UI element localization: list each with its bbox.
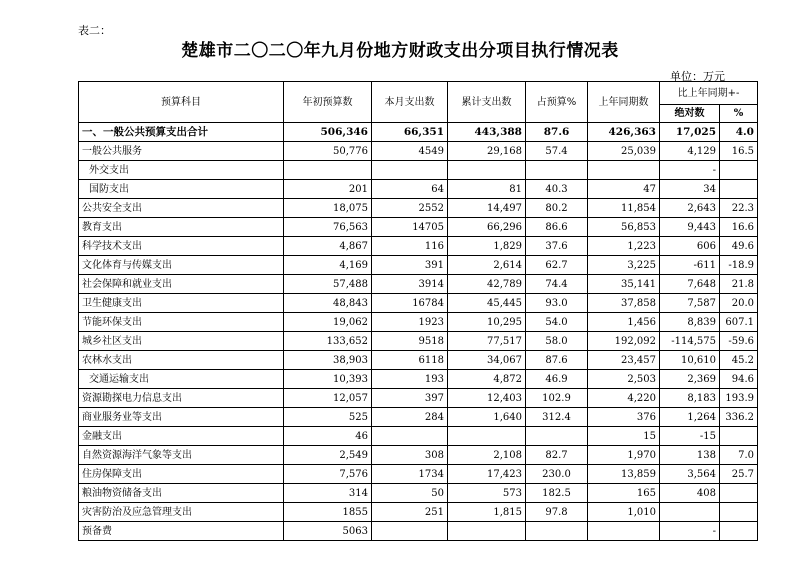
table-row <box>79 522 758 541</box>
cell-month: 14705 <box>372 218 448 237</box>
cell-budget <box>284 161 372 180</box>
cell-month: 308 <box>372 446 448 465</box>
cell-budget: 18,075 <box>284 199 372 218</box>
cell-last-year <box>588 161 660 180</box>
cell-abs: 2,369 <box>660 370 720 389</box>
cell-last-year: 37,858 <box>588 294 660 313</box>
cell-abs: 606 <box>660 237 720 256</box>
cell-budget: 48,843 <box>284 294 372 313</box>
cell-month: 6118 <box>372 351 448 370</box>
cell-pct: 86.6 <box>526 218 588 237</box>
cell-abs: 408 <box>660 484 720 503</box>
cell-abs: -15 <box>660 427 720 446</box>
cell-abs: -611 <box>660 256 720 275</box>
cell-pct: 54.0 <box>526 313 588 332</box>
table-row <box>79 503 758 522</box>
table-row <box>79 218 758 237</box>
cell-pct: 182.5 <box>526 484 588 503</box>
cell-cumulative: 4,872 <box>448 370 526 389</box>
cell-pct2 <box>720 503 758 522</box>
cell-pct: 62.7 <box>526 256 588 275</box>
cell-subject: 一、一般公共预算支出合计 <box>79 123 284 142</box>
table-row <box>79 161 758 180</box>
cell-subject: 外交支出 <box>79 161 284 180</box>
cell-cumulative: 443,388 <box>448 123 526 142</box>
cell-pct: 58.0 <box>526 332 588 351</box>
cell-last-year: 1,010 <box>588 503 660 522</box>
cell-abs: 3,564 <box>660 465 720 484</box>
cell-subject: 住房保障支出 <box>79 465 284 484</box>
cell-abs <box>660 503 720 522</box>
cell-pct2: 49.6 <box>720 237 758 256</box>
cell-cumulative: 2,614 <box>448 256 526 275</box>
cell-last-year: 3,225 <box>588 256 660 275</box>
cell-pct: 312.4 <box>526 408 588 427</box>
cell-pct2: 20.0 <box>720 294 758 313</box>
cell-subject: 教育支出 <box>79 218 284 237</box>
table-row <box>79 180 758 199</box>
cell-cumulative: 14,497 <box>448 199 526 218</box>
cell-pct2: 45.2 <box>720 351 758 370</box>
cell-pct2 <box>720 484 758 503</box>
cell-month: 66,351 <box>372 123 448 142</box>
cell-abs: - <box>660 522 720 541</box>
cell-cumulative: 12,403 <box>448 389 526 408</box>
cell-pct: 74.4 <box>526 275 588 294</box>
cell-last-year: 426,363 <box>588 123 660 142</box>
cell-budget: 314 <box>284 484 372 503</box>
header-budget: 年初预算数 <box>284 82 372 123</box>
cell-cumulative: 1,640 <box>448 408 526 427</box>
cell-pct: 102.9 <box>526 389 588 408</box>
table-row <box>79 332 758 351</box>
cell-budget: 133,652 <box>284 332 372 351</box>
cell-last-year: 13,859 <box>588 465 660 484</box>
cell-last-year: 15 <box>588 427 660 446</box>
cell-budget: 19,062 <box>284 313 372 332</box>
cell-pct <box>526 427 588 446</box>
cell-last-year: 35,141 <box>588 275 660 294</box>
cell-cumulative: 77,517 <box>448 332 526 351</box>
cell-pct: 230.0 <box>526 465 588 484</box>
cell-pct2 <box>720 427 758 446</box>
table-row <box>79 275 758 294</box>
cell-pct: 97.8 <box>526 503 588 522</box>
cell-cumulative: 45,445 <box>448 294 526 313</box>
cell-pct2: -18.9 <box>720 256 758 275</box>
cell-subject: 国防支出 <box>79 180 284 199</box>
cell-pct2: 336.2 <box>720 408 758 427</box>
cell-pct: 87.6 <box>526 351 588 370</box>
table-row <box>79 484 758 503</box>
cell-budget: 4,867 <box>284 237 372 256</box>
cell-budget: 38,903 <box>284 351 372 370</box>
cell-abs: 8,183 <box>660 389 720 408</box>
table-row <box>79 351 758 370</box>
cell-month <box>372 427 448 446</box>
cell-subject: 金融支出 <box>79 427 284 446</box>
cell-last-year: 165 <box>588 484 660 503</box>
cell-pct2: 21.8 <box>720 275 758 294</box>
table-row <box>79 408 758 427</box>
cell-pct2 <box>720 161 758 180</box>
cell-month: 116 <box>372 237 448 256</box>
cell-pct2: 25.7 <box>720 465 758 484</box>
cell-month <box>372 522 448 541</box>
cell-month: 50 <box>372 484 448 503</box>
table-body <box>79 123 758 541</box>
cell-month: 4549 <box>372 142 448 161</box>
cell-month: 193 <box>372 370 448 389</box>
total-row <box>79 123 758 142</box>
header-subject: 预算科目 <box>79 82 284 123</box>
cell-last-year: 56,853 <box>588 218 660 237</box>
cell-last-year: 1,456 <box>588 313 660 332</box>
table-row <box>79 370 758 389</box>
cell-abs: 34 <box>660 180 720 199</box>
cell-month: 16784 <box>372 294 448 313</box>
cell-pct: 37.6 <box>526 237 588 256</box>
cell-budget: 506,346 <box>284 123 372 142</box>
cell-month: 2552 <box>372 199 448 218</box>
cell-abs: - <box>660 161 720 180</box>
expenditure-table <box>78 81 758 541</box>
cell-budget: 57,488 <box>284 275 372 294</box>
cell-last-year: 2,503 <box>588 370 660 389</box>
table-row <box>79 294 758 313</box>
cell-month: 1734 <box>372 465 448 484</box>
cell-subject: 灾害防治及应急管理支出 <box>79 503 284 522</box>
cell-budget: 46 <box>284 427 372 446</box>
cell-pct2 <box>720 180 758 199</box>
table-row <box>79 199 758 218</box>
cell-cumulative: 2,108 <box>448 446 526 465</box>
cell-budget: 50,776 <box>284 142 372 161</box>
cell-subject: 公共安全支出 <box>79 199 284 218</box>
cell-month: 1923 <box>372 313 448 332</box>
cell-pct2: 16.6 <box>720 218 758 237</box>
cell-pct2: 94.6 <box>720 370 758 389</box>
cell-budget: 76,563 <box>284 218 372 237</box>
cell-month: 391 <box>372 256 448 275</box>
cell-month: 3914 <box>372 275 448 294</box>
cell-subject: 一般公共服务 <box>79 142 284 161</box>
cell-pct: 57.4 <box>526 142 588 161</box>
cell-pct: 80.2 <box>526 199 588 218</box>
header-pct: 占预算% <box>526 82 588 123</box>
cell-cumulative: 81 <box>448 180 526 199</box>
cell-pct: 93.0 <box>526 294 588 313</box>
cell-budget: 4,169 <box>284 256 372 275</box>
cell-cumulative: 573 <box>448 484 526 503</box>
cell-abs: 7,587 <box>660 294 720 313</box>
cell-abs: 10,610 <box>660 351 720 370</box>
cell-subject: 文化体育与传媒支出 <box>79 256 284 275</box>
cell-subject: 农林水支出 <box>79 351 284 370</box>
cell-budget: 1855 <box>284 503 372 522</box>
cell-month: 251 <box>372 503 448 522</box>
cell-pct2: 607.1 <box>720 313 758 332</box>
header-month: 本月支出数 <box>372 82 448 123</box>
cell-abs: 7,648 <box>660 275 720 294</box>
page-title: 楚雄市二〇二〇年九月份地方财政支出分项目执行情况表 <box>181 41 619 61</box>
cell-last-year: 4,220 <box>588 389 660 408</box>
table-row <box>79 427 758 446</box>
cell-last-year <box>588 522 660 541</box>
cell-last-year: 47 <box>588 180 660 199</box>
cell-abs: 17,025 <box>660 123 720 142</box>
cell-pct: 87.6 <box>526 123 588 142</box>
cell-budget: 2,549 <box>284 446 372 465</box>
cell-abs: 1,264 <box>660 408 720 427</box>
table-row <box>79 142 758 161</box>
cell-subject: 商业服务业等支出 <box>79 408 284 427</box>
cell-cumulative: 1,815 <box>448 503 526 522</box>
cell-budget: 201 <box>284 180 372 199</box>
cell-subject: 科学技术支出 <box>79 237 284 256</box>
cell-subject: 自然资源海洋气象等支出 <box>79 446 284 465</box>
cell-subject: 资源勘探电力信息支出 <box>79 389 284 408</box>
cell-last-year: 1,970 <box>588 446 660 465</box>
cell-cumulative: 34,067 <box>448 351 526 370</box>
cell-cumulative: 42,789 <box>448 275 526 294</box>
table-row <box>79 313 758 332</box>
cell-abs: -114,575 <box>660 332 720 351</box>
cell-budget: 7,576 <box>284 465 372 484</box>
cell-pct2: 22.3 <box>720 199 758 218</box>
table-number-label: 表二： <box>78 24 111 37</box>
cell-pct2: -59.6 <box>720 332 758 351</box>
cell-last-year: 25,039 <box>588 142 660 161</box>
cell-abs: 4,129 <box>660 142 720 161</box>
cell-last-year: 1,223 <box>588 237 660 256</box>
table-row <box>79 389 758 408</box>
cell-month <box>372 161 448 180</box>
cell-cumulative: 29,168 <box>448 142 526 161</box>
table-row <box>79 465 758 484</box>
cell-cumulative: 1,829 <box>448 237 526 256</box>
cell-abs: 8,839 <box>660 313 720 332</box>
cell-pct2: 16.5 <box>720 142 758 161</box>
cell-budget: 525 <box>284 408 372 427</box>
cell-cumulative <box>448 161 526 180</box>
cell-month: 397 <box>372 389 448 408</box>
cell-pct2: 7.0 <box>720 446 758 465</box>
cell-last-year: 192,092 <box>588 332 660 351</box>
cell-budget: 12,057 <box>284 389 372 408</box>
cell-pct: 40.3 <box>526 180 588 199</box>
cell-last-year: 376 <box>588 408 660 427</box>
cell-last-year: 23,457 <box>588 351 660 370</box>
header-last-year: 上年同期数 <box>588 82 660 123</box>
cell-abs: 9,443 <box>660 218 720 237</box>
table-row <box>79 237 758 256</box>
cell-subject: 粮油物资储备支出 <box>79 484 284 503</box>
cell-abs: 2,643 <box>660 199 720 218</box>
cell-cumulative: 17,423 <box>448 465 526 484</box>
cell-month: 9518 <box>372 332 448 351</box>
cell-pct2: 4.0 <box>720 123 758 142</box>
cell-cumulative: 10,295 <box>448 313 526 332</box>
cell-subject: 社会保障和就业支出 <box>79 275 284 294</box>
cell-month: 284 <box>372 408 448 427</box>
cell-pct2: 193.9 <box>720 389 758 408</box>
unit-label: 单位：万元 <box>670 70 725 83</box>
cell-subject: 预备费 <box>79 522 284 541</box>
cell-abs: 138 <box>660 446 720 465</box>
cell-subject: 卫生健康支出 <box>79 294 284 313</box>
header-pct2: % <box>720 105 758 123</box>
cell-subject: 城乡社区支出 <box>79 332 284 351</box>
cell-cumulative: 66,296 <box>448 218 526 237</box>
table-row <box>79 256 758 275</box>
cell-cumulative <box>448 427 526 446</box>
cell-subject: 节能环保支出 <box>79 313 284 332</box>
cell-pct <box>526 522 588 541</box>
cell-pct <box>526 161 588 180</box>
table-row <box>79 446 758 465</box>
cell-cumulative <box>448 522 526 541</box>
cell-pct: 82.7 <box>526 446 588 465</box>
header-cumulative: 累计支出数 <box>448 82 526 123</box>
cell-last-year: 11,854 <box>588 199 660 218</box>
header-abs: 绝对数 <box>660 105 720 123</box>
cell-budget: 5063 <box>284 522 372 541</box>
header-compare: 比上年同期+- <box>660 82 758 105</box>
cell-pct: 46.9 <box>526 370 588 389</box>
cell-pct2 <box>720 522 758 541</box>
cell-subject: 交通运输支出 <box>79 370 284 389</box>
cell-month: 64 <box>372 180 448 199</box>
cell-budget: 10,393 <box>284 370 372 389</box>
